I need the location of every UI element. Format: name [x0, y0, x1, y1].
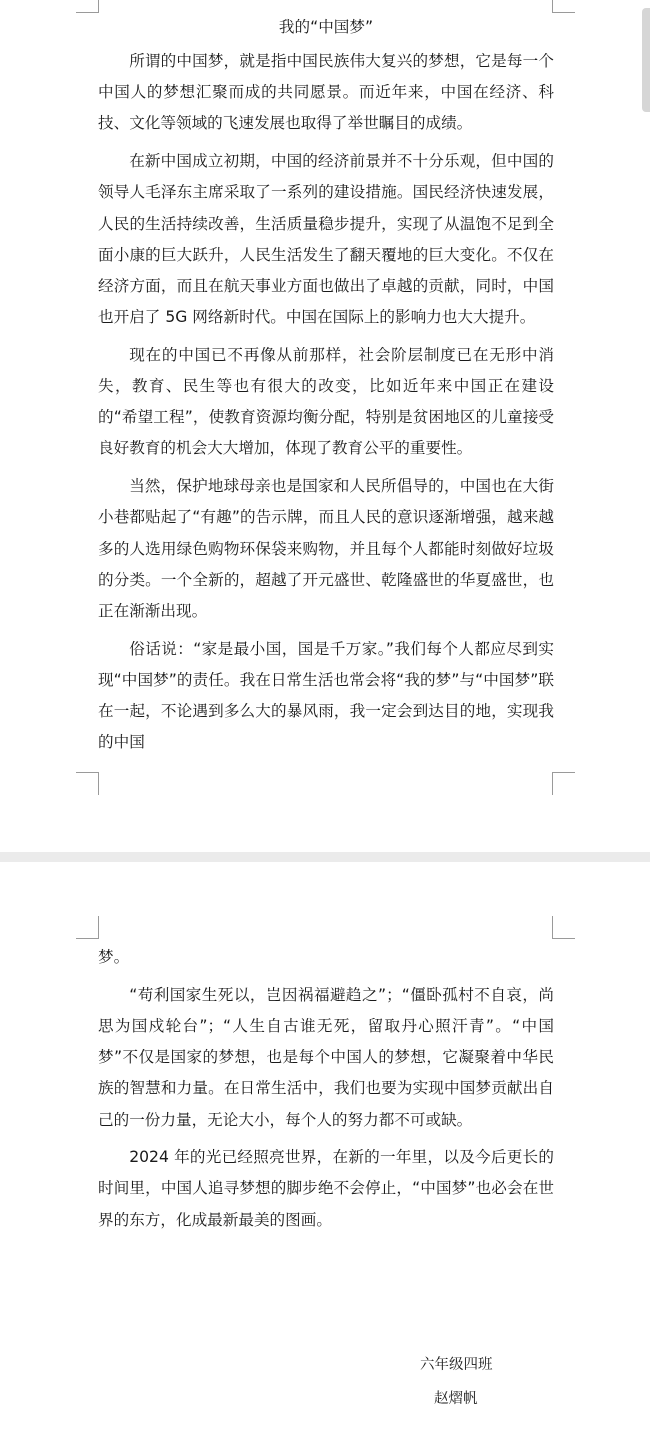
signature-block — [420, 1348, 493, 1416]
author-name: 赵熠帆 — [434, 1391, 478, 1407]
page-corner-mark — [552, 0, 575, 13]
paragraph: 现在的中国已不再像从前那样，社会阶层制度已在无形中消失，教育、民生等也有很大的改变，比如近年来中国正在建设的“希望工程”，使教育资源均衡分配，特别是贫困地区的儿童接受良好教育的机会大大增加，体现了教育公平的重要性。 — [98, 345, 554, 458]
page-corner-mark — [76, 772, 99, 795]
paragraph: 在新中国成立初期，中国的经济前景并不十分乐观，但中国的领导人毛泽东主席采取了一系列的建设措施。国民经济快速发展，人民的生活持续改善，生活质量稳步提升，实现了从温饱不足到全面小康的巨大跃升，人民生活发生了翻天覆地的巨大变化。不仅在经济方面，而且在航天事业方面也做出了卓越的贡献，同时，中国也开启了 5G 网络新时代。中国在国际上的影响力也大大提升。 — [98, 152, 554, 327]
class-name: 六年级四班 — [420, 1357, 493, 1373]
page-corner-mark — [76, 916, 99, 939]
paragraph: 2024 年的光已经照亮世界，在新的一年里，以及今后更长的时间里，中国人追寻梦想的脚步绝不会停止，“中国梦”也必会在世界的东方，化成最新最美的图画。 — [98, 1148, 554, 1229]
paragraph-continuation: 梦。 — [98, 948, 130, 966]
document-title: 我的“中国梦” — [278, 18, 374, 36]
page-corner-mark — [552, 916, 575, 939]
paragraph: 当然，保护地球母亲也是国家和人民所倡导的，中国也在大街小巷都贴起了“有趣”的告示牌，而且人民的意识逐渐增强，越来越多的人选用绿色购物环保袋来购物，并且每个人都能时刻做好垃圾的分类。一个全新的，超越了开元盛世、乾隆盛世的华夏盛世，也正在渐渐出现。 — [98, 477, 554, 620]
paragraph: “苟利国家生死以，岂因祸福避趋之”；“僵卧孤村不自哀，尚思为国戍轮台”；“人生自古谁无死，留取丹心照汗青”。“中国梦”不仅是国家的梦想，也是每个中国人的梦想，它凝聚着中华民族的智慧和力量。在日常生活中，我们也要为实现中国梦贡献出自己的一份力量，无论大小，每个人的努力都不可或缺。 — [98, 985, 554, 1129]
page-1-body — [98, 12, 554, 765]
page-2-body — [98, 942, 554, 1242]
page-corner-mark — [552, 772, 575, 795]
paragraph: 俗话说：“家是最小国，国是千万家。”我们每个人都应尽到实现“中国梦”的责任。我在日常生活也常会将“我的梦”与“中国梦”联在一起，不论遇到多么大的暴风雨，我一定会到达目的地，实现我的中国 — [98, 639, 554, 752]
document-page-2 — [0, 862, 650, 1441]
paragraph: 所谓的中国梦，就是指中国民族伟大复兴的梦想，它是每一个中国人的梦想汇聚而成的共同愿景。而近年来，中国在经济、科技、文化等领域的飞速发展也取得了举世瞩目的成绩。 — [98, 52, 554, 133]
page-corner-mark — [76, 0, 99, 13]
scrollbar-thumb[interactable] — [642, 8, 650, 112]
